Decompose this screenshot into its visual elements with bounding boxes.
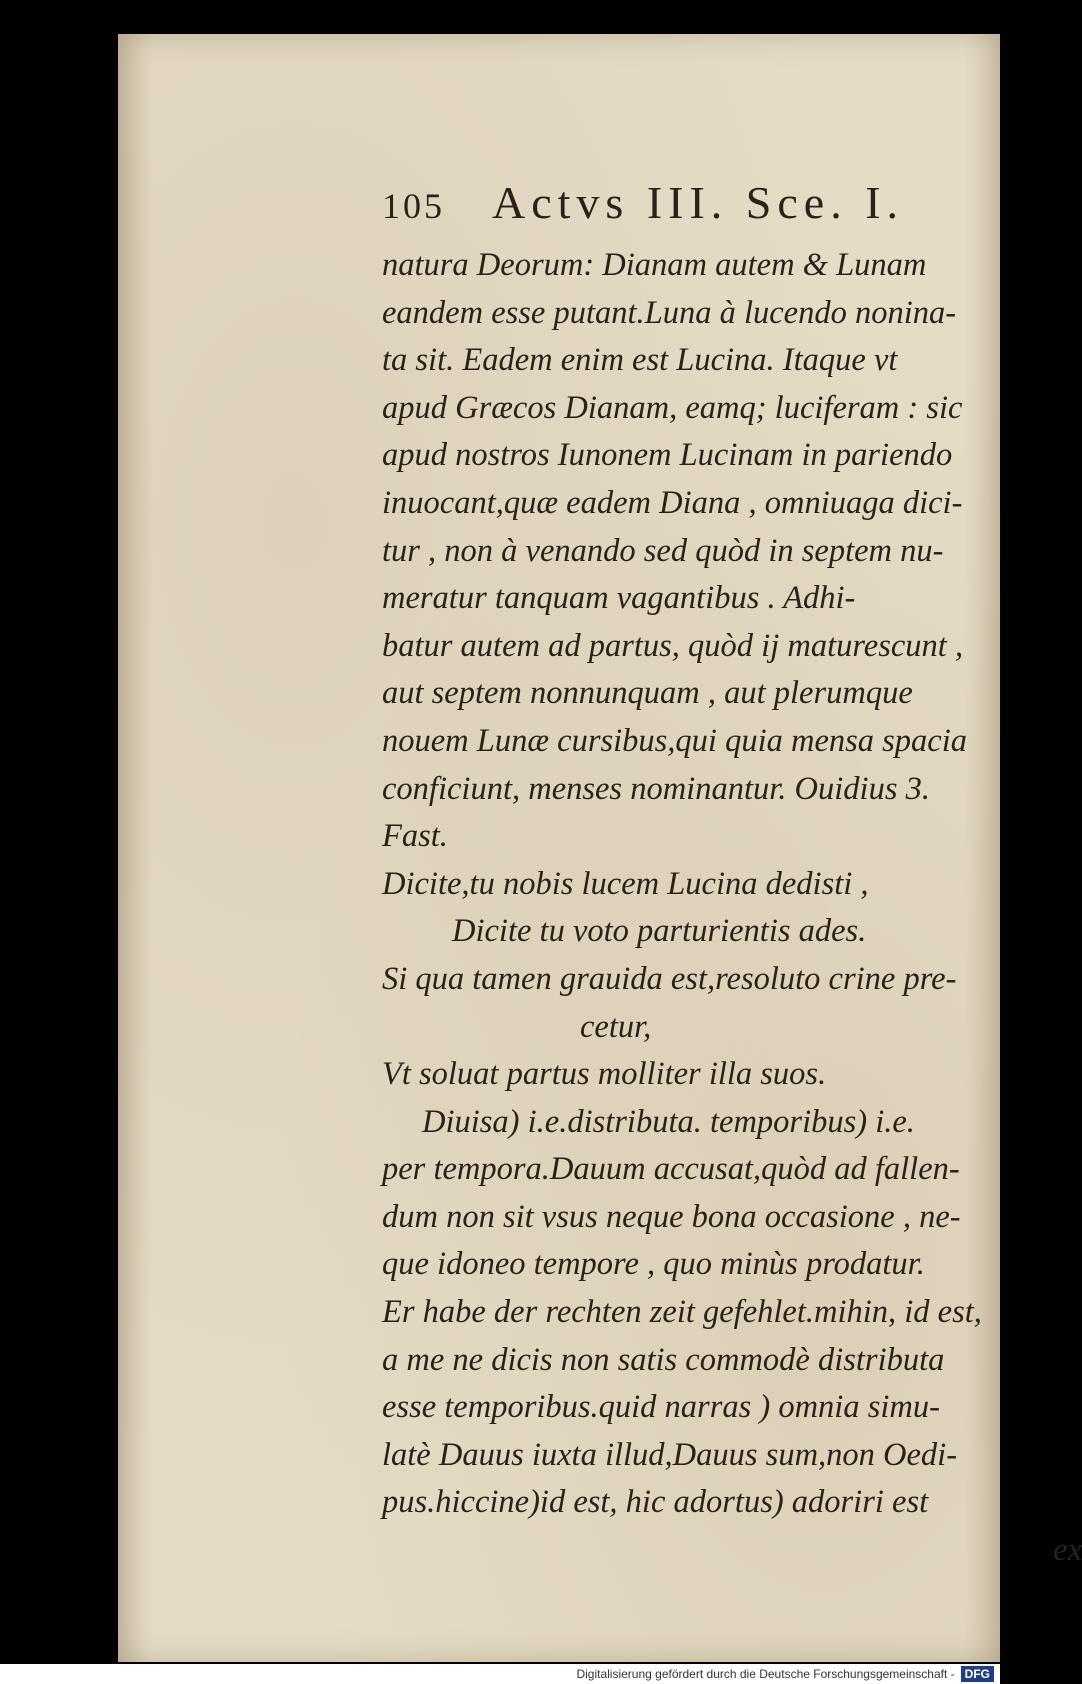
- running-title: Actvs III. Sce. I.: [492, 177, 905, 228]
- text-line: pus.hiccine)id est, hic adortus) adoriri est: [382, 1484, 929, 1521]
- page-content: [382, 176, 1082, 1575]
- verse-line: Vt soluat partus molliter illa suos.: [382, 1056, 827, 1093]
- text-line: apud Græcos Dianam, eamq; luciferam : sic: [382, 389, 963, 426]
- verse-line: Si qua tamen grauida est,resoluto crine pre-: [382, 960, 957, 997]
- text-line: Diuisa) i.e.distributa. temporibus) i.e.: [422, 1103, 915, 1140]
- text-line: batur autem ad partus, quòd ij maturescunt ,: [382, 627, 964, 664]
- text-line: tur , non à venando sed quòd in septem nu-: [382, 532, 944, 569]
- text-line: Fast.: [382, 818, 448, 855]
- text-line: natura Deorum: Dianam autem & Lunam: [382, 247, 927, 283]
- catchword: ex: [1053, 1532, 1082, 1569]
- dfg-logo: DFG: [961, 1666, 994, 1682]
- page-number: 105: [382, 186, 445, 226]
- footer-text: Digitalisierung gefördert durch die Deutsche Forschungsgemeinschaft -: [576, 1667, 955, 1681]
- verse-line: Dicite,tu nobis lucem Lucina dedisti ,: [382, 865, 869, 902]
- text-line: esse temporibus.quid narras ) omnia simu-: [382, 1389, 940, 1426]
- text-line: ta sit. Eadem enim est Lucina. Itaque vt: [382, 342, 898, 379]
- text-line: apud nostros Iunonem Lucinam in pariendo: [382, 437, 953, 474]
- text-line: que idoneo tempore , quo minùs prodatur.: [382, 1246, 925, 1283]
- german-gloss-line: Er habe der rechten zeit gefehlet.mihin, id est,: [382, 1294, 982, 1331]
- text-line: meratur tanquam vagantibus . Adhi-: [382, 580, 856, 617]
- verse-line: cetur,: [580, 1008, 652, 1045]
- text-line: per tempora.Dauum accusat,quòd ad fallen-: [382, 1151, 960, 1188]
- digitization-footer: [0, 1664, 1000, 1684]
- verse-line: Dicite tu voto parturientis ades.: [452, 913, 867, 950]
- text-line: conficiunt, menses nominantur. Ouidius 3.: [382, 770, 930, 807]
- text-line: inuocant,quæ eadem Diana , omniuaga dici-: [382, 484, 963, 521]
- book-page: [118, 34, 1082, 1662]
- page-header: [382, 176, 1082, 242]
- text-line: dum non sit vsus neque bona occasione , ne-: [382, 1198, 961, 1235]
- text-line: latè Dauus iuxta illud,Dauus sum,non Oedi-: [382, 1436, 958, 1473]
- text-line: a me ne dicis non satis commodè distributa: [382, 1341, 945, 1378]
- text-line: eandem esse putant.Luna à lucendo nonina-: [382, 294, 957, 331]
- text-line: nouem Lunæ cursibus,qui quia mensa spacia: [382, 722, 967, 759]
- text-line: aut septem nonnunquam , aut plerumque: [382, 675, 913, 712]
